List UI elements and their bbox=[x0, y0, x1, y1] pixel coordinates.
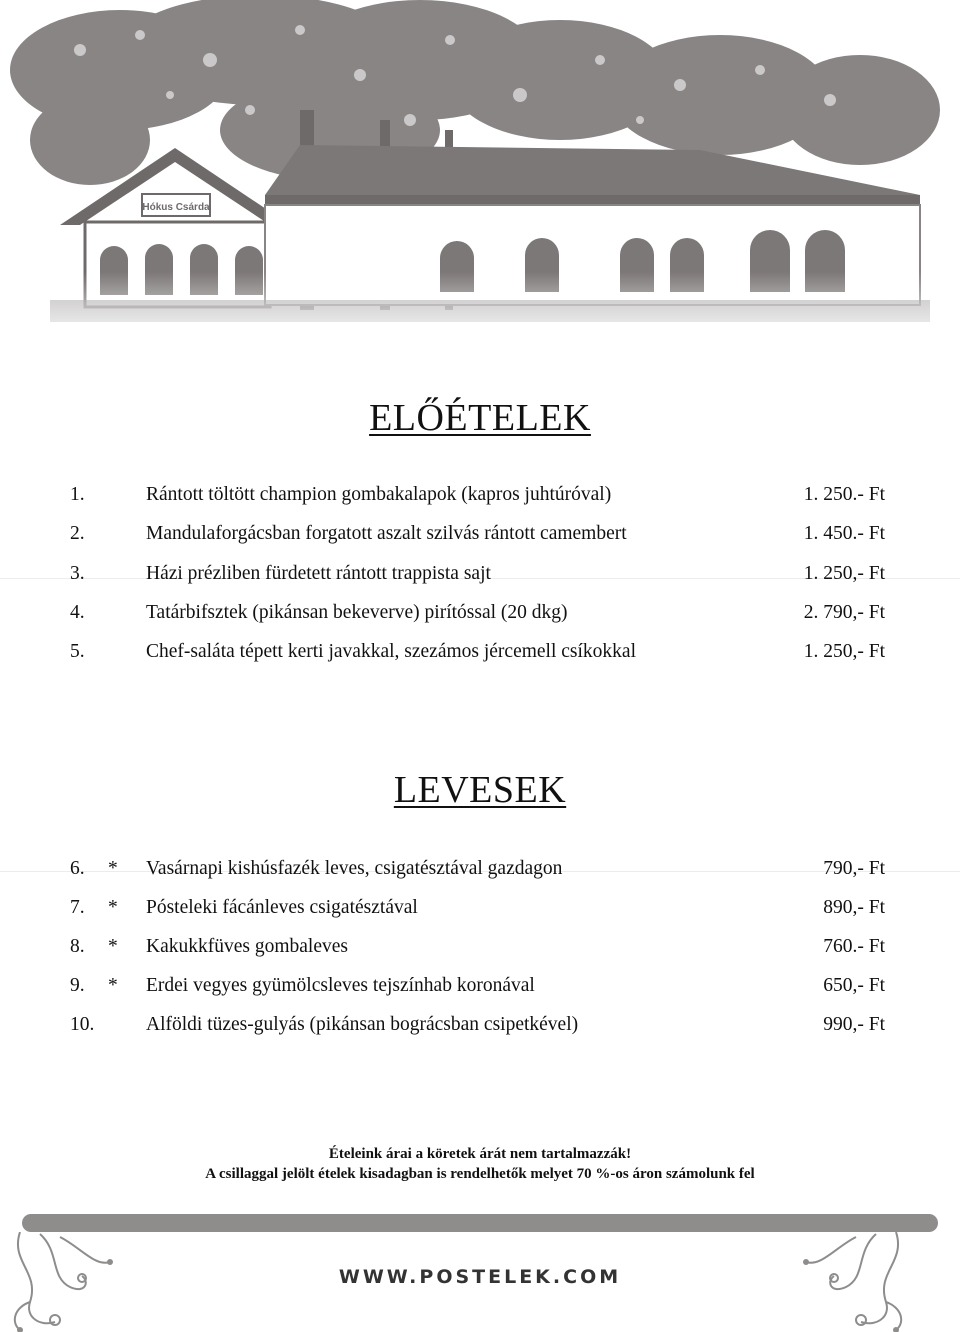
item-price: 760.- Ft bbox=[823, 936, 885, 957]
item-name: Kakukkfüves gombaleves bbox=[146, 936, 348, 957]
website-url[interactable]: WWW.POSTELEK.COM bbox=[338, 1266, 622, 1288]
item-name: Rántott töltött champion gombakalapok (kapros juhtúróval) bbox=[146, 484, 612, 505]
item-number: 10. bbox=[70, 1014, 95, 1035]
menu-item bbox=[0, 897, 960, 927]
item-number: 2. bbox=[70, 523, 85, 544]
item-number: 1. bbox=[70, 484, 85, 505]
item-name: Vasárnapi kishúsfazék leves, csigatésztával gazdagon bbox=[146, 858, 563, 879]
menu-item bbox=[0, 1014, 960, 1044]
item-name: Chef-saláta tépett kerti javakkal, szezámos jércemell csíkokkal bbox=[146, 641, 636, 662]
item-price: 2. 790,- Ft bbox=[803, 602, 885, 623]
item-number: 9. bbox=[70, 975, 85, 996]
item-number: 7. bbox=[70, 897, 85, 918]
menu-item bbox=[0, 523, 960, 553]
item-price: 990,- Ft bbox=[823, 1014, 885, 1035]
item-star: * bbox=[108, 858, 118, 879]
item-number: 6. bbox=[70, 858, 85, 879]
item-number: 4. bbox=[70, 602, 85, 623]
item-name: Alföldi tüzes-gulyás (pikánsan bográcsban csipetkével) bbox=[146, 1014, 579, 1035]
item-price: 650,- Ft bbox=[823, 975, 885, 996]
footer-decorative-bar bbox=[22, 1214, 938, 1232]
item-name: Pósteleki fácánleves csigatésztával bbox=[146, 897, 418, 918]
footnote-prices: Ételeink árai a köretek árát nem tartalmazzák! bbox=[328, 1146, 632, 1162]
item-price: 890,- Ft bbox=[823, 897, 885, 918]
item-star: * bbox=[108, 897, 118, 918]
item-number: 5. bbox=[70, 641, 85, 662]
item-price: 1. 250,- Ft bbox=[803, 641, 885, 662]
menu-item bbox=[0, 858, 960, 888]
footnote-star-items: A csillaggal jelölt ételek kisadagban is rendelhetők melyet 70 %-os áron számolunk fel bbox=[205, 1166, 755, 1182]
item-name: Tatárbifsztek (pikánsan bekeverve) pirítóssal (20 dkg) bbox=[146, 602, 568, 623]
item-price: 790,- Ft bbox=[823, 858, 885, 879]
menu-item bbox=[0, 602, 960, 632]
item-star: * bbox=[108, 936, 118, 957]
item-name: Mandulaforgácsban forgatott aszalt szilvás rántott camembert bbox=[146, 523, 627, 544]
item-name: Házi prézliben fürdetett rántott trappista sajt bbox=[146, 563, 491, 584]
section-title-starters: ELŐÉTELEK bbox=[369, 397, 591, 439]
menu-item bbox=[0, 936, 960, 966]
menu-item bbox=[0, 975, 960, 1005]
item-price: 1. 450.- Ft bbox=[803, 523, 885, 544]
item-name: Erdei vegyes gyümölcsleves tejszínhab koronával bbox=[146, 975, 535, 996]
menu-item bbox=[0, 563, 960, 593]
item-number: 8. bbox=[70, 936, 85, 957]
item-number: 3. bbox=[70, 563, 85, 584]
menu-item bbox=[0, 641, 960, 671]
item-star: * bbox=[108, 975, 118, 996]
section-title-soups: LEVESEK bbox=[393, 769, 567, 811]
menu-item bbox=[0, 484, 960, 514]
item-price: 1. 250,- Ft bbox=[803, 563, 885, 584]
item-price: 1. 250.- Ft bbox=[803, 484, 885, 505]
header-building-image bbox=[0, 0, 960, 340]
